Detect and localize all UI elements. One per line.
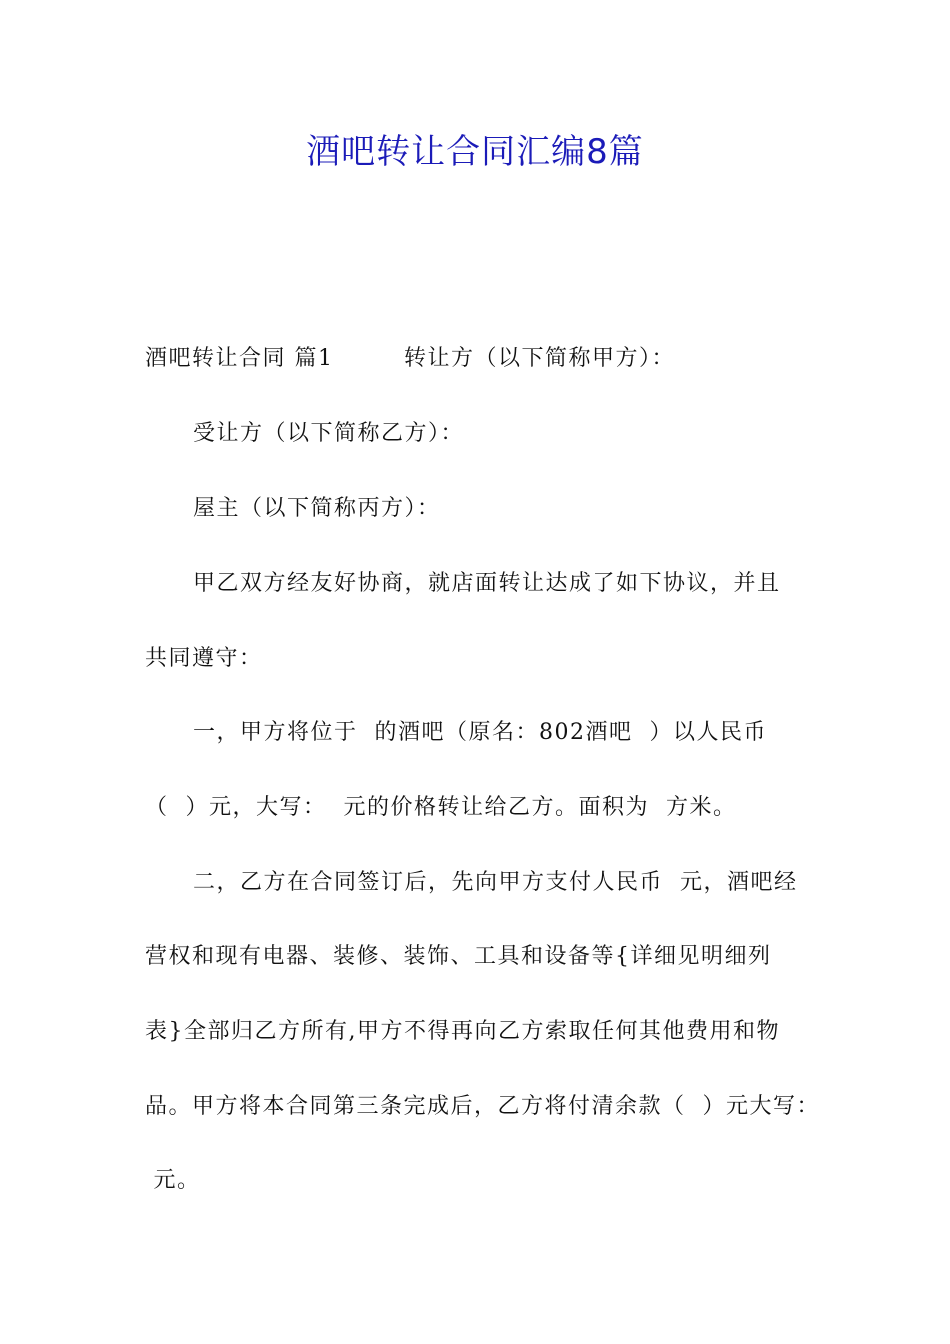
clause-2-line-2: 营权和现有电器、装修、装饰、工具和设备等{详细见明细列: [145, 944, 772, 969]
clause-1-line-1: 一，甲方将位于 的酒吧（原名：802酒吧 ）以人民币: [193, 720, 767, 745]
section-heading-transferor-line: 酒吧转让合同 篇1 转让方（以下简称甲方）：: [145, 346, 675, 371]
document-title: 酒吧转让合同汇编8篇: [306, 132, 644, 172]
agreement-intro-continued: 共同遵守：: [145, 646, 263, 671]
agreement-intro-line: 甲乙双方经友好协商，就店面转让达成了如下协议，并且: [193, 571, 781, 596]
transferee-line: 受让方（以下简称乙方）：: [193, 421, 465, 446]
clause-2-line-4: 品。甲方将本合同第三条完成后，乙方将付清余款（ ）元大写：: [145, 1094, 820, 1119]
owner-line: 屋主（以下简称丙方）：: [193, 496, 441, 521]
clause-2-line-1: 二，乙方在合同签订后，先向甲方支付人民币 元，酒吧经: [193, 870, 798, 895]
clause-2-line-3: 表}全部归乙方所有,甲方不得再向乙方索取任何其他费用和物: [145, 1019, 780, 1044]
clause-1-line-2: （ ）元，大写： 元的价格转让给乙方。面积为 方米。: [145, 795, 737, 820]
clause-2-line-5: 元。: [145, 1168, 201, 1193]
